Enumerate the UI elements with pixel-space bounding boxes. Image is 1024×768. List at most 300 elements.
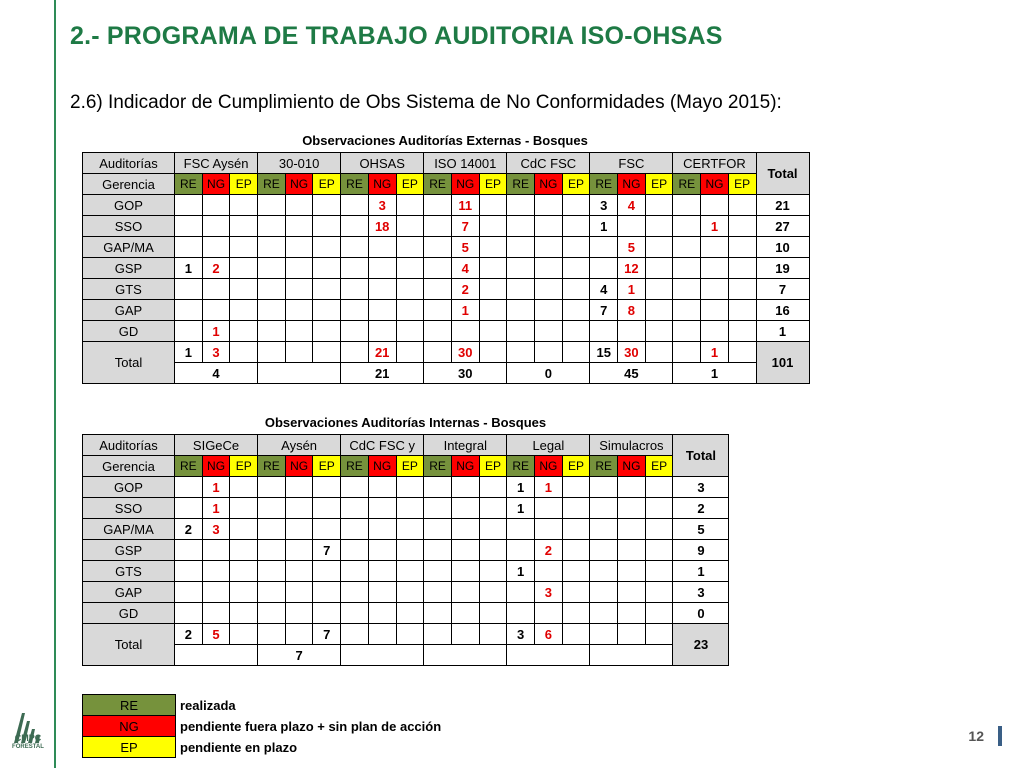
cell-ng xyxy=(535,216,563,237)
cell-ng xyxy=(451,519,479,540)
cell-ng: 11 xyxy=(451,195,479,216)
total-cell-re xyxy=(590,624,618,645)
cell-ng xyxy=(618,582,646,603)
cell-ng xyxy=(285,477,313,498)
total-cell-ng xyxy=(535,342,563,363)
group-total: 1 xyxy=(673,363,756,384)
cell-ng: 18 xyxy=(368,216,396,237)
cell-re xyxy=(175,477,203,498)
table-row xyxy=(83,561,729,582)
legend-text-ng: pendiente fuera plazo + sin plan de acción xyxy=(180,718,442,734)
cell-ng xyxy=(202,195,230,216)
table-row xyxy=(83,300,810,321)
cell-ep xyxy=(479,498,507,519)
cell-ng: 1 xyxy=(618,279,646,300)
group-header: OHSAS xyxy=(341,153,424,174)
cell-ng xyxy=(368,519,396,540)
cell-re xyxy=(258,519,286,540)
cell-re: 1 xyxy=(507,561,535,582)
cell-ep xyxy=(396,519,424,540)
cell-ep xyxy=(728,279,756,300)
sub-header-ep: EP xyxy=(230,174,258,195)
cell-re xyxy=(673,258,701,279)
cell-ep xyxy=(313,237,341,258)
group-totals-row xyxy=(83,363,810,384)
cell-ep xyxy=(313,216,341,237)
cell-ng xyxy=(451,561,479,582)
total-cell-ng xyxy=(285,342,313,363)
sub-header-ng: NG xyxy=(535,174,563,195)
cell-re xyxy=(341,279,369,300)
cell-re xyxy=(590,561,618,582)
cell-ng: 2 xyxy=(202,258,230,279)
cell-re xyxy=(258,540,286,561)
cell-re xyxy=(507,582,535,603)
cell-re: 1 xyxy=(507,498,535,519)
row-label: GD xyxy=(83,603,175,624)
table-row xyxy=(83,540,729,561)
cell-ep xyxy=(479,603,507,624)
cell-re xyxy=(341,582,369,603)
cell-re xyxy=(175,540,203,561)
cell-ng xyxy=(202,540,230,561)
cell-re xyxy=(507,540,535,561)
cell-ng xyxy=(368,279,396,300)
cell-ng xyxy=(285,279,313,300)
total-cell-ep xyxy=(479,342,507,363)
cell-ng: 12 xyxy=(618,258,646,279)
group-total xyxy=(341,645,424,666)
cell-re xyxy=(341,498,369,519)
cell-re xyxy=(341,237,369,258)
cell-ep xyxy=(396,195,424,216)
cell-re xyxy=(673,195,701,216)
cell-ep xyxy=(479,321,507,342)
corner-auditorias: Auditorías xyxy=(83,153,175,174)
cell-ep xyxy=(313,477,341,498)
total-cell-re xyxy=(341,342,369,363)
cell-ng: 3 xyxy=(202,519,230,540)
cell-re: 2 xyxy=(175,519,203,540)
cell-ng xyxy=(535,519,563,540)
group-header: FSC xyxy=(590,153,673,174)
cell-ep xyxy=(230,279,258,300)
cell-re: 1 xyxy=(590,216,618,237)
total-cell-ep xyxy=(479,624,507,645)
cell-ng xyxy=(285,237,313,258)
cell-ep xyxy=(645,258,673,279)
cell-ep xyxy=(230,195,258,216)
cell-re xyxy=(673,321,701,342)
cell-ng xyxy=(451,321,479,342)
table-row xyxy=(83,519,729,540)
total-cell-ep: 7 xyxy=(313,624,341,645)
cell-ng xyxy=(535,561,563,582)
cell-ep: 7 xyxy=(313,540,341,561)
row-label: SSO xyxy=(83,498,175,519)
cell-re xyxy=(424,321,452,342)
cell-ep xyxy=(562,321,590,342)
total-cell-ep xyxy=(728,342,756,363)
legend-text-ep: pendiente en plazo xyxy=(180,739,298,755)
slide-title: 2.- PROGRAMA DE TRABAJO AUDITORIA ISO-OHSAS xyxy=(70,22,723,50)
row-total: 7 xyxy=(756,279,809,300)
row-total: 1 xyxy=(756,321,809,342)
cell-re xyxy=(590,321,618,342)
row-total: 16 xyxy=(756,300,809,321)
cell-ep xyxy=(313,561,341,582)
cell-ng xyxy=(285,603,313,624)
cell-ep xyxy=(313,498,341,519)
cell-ng xyxy=(202,582,230,603)
sub-header-re: RE xyxy=(175,174,203,195)
cell-ng xyxy=(701,258,729,279)
total-cell-re xyxy=(258,342,286,363)
logo-text xyxy=(6,734,50,752)
total-header: Total xyxy=(673,435,729,477)
cell-re xyxy=(258,300,286,321)
cell-re xyxy=(424,540,452,561)
row-total: 9 xyxy=(673,540,729,561)
cell-ep xyxy=(728,237,756,258)
total-cell-ep xyxy=(645,624,673,645)
sub-header-re: RE xyxy=(424,456,452,477)
table-row xyxy=(83,237,810,258)
group-header: CdC FSC xyxy=(507,153,590,174)
cell-ng xyxy=(535,300,563,321)
cell-ng xyxy=(368,498,396,519)
cell-ng xyxy=(451,477,479,498)
cell-ep xyxy=(645,582,673,603)
sub-header-re: RE xyxy=(673,174,701,195)
sub-header-ep: EP xyxy=(396,456,424,477)
cell-re: 1 xyxy=(507,477,535,498)
cell-ep xyxy=(562,279,590,300)
table-row xyxy=(83,258,810,279)
cell-re xyxy=(175,603,203,624)
internal-table-caption: Observaciones Auditorías Internas - Bosques xyxy=(264,415,547,430)
external-audits-table xyxy=(82,152,810,384)
cell-re xyxy=(590,603,618,624)
cell-re xyxy=(175,321,203,342)
grand-total: 101 xyxy=(756,342,809,384)
cell-ep xyxy=(728,216,756,237)
row-label: SSO xyxy=(83,216,175,237)
cell-ng xyxy=(368,321,396,342)
cell-ng xyxy=(451,540,479,561)
total-cell-ep xyxy=(396,342,424,363)
cell-re xyxy=(424,300,452,321)
cell-ep xyxy=(396,321,424,342)
cell-re xyxy=(590,477,618,498)
cell-re xyxy=(424,582,452,603)
cell-ep xyxy=(396,279,424,300)
row-total: 19 xyxy=(756,258,809,279)
total-cell-ep xyxy=(562,624,590,645)
cell-ep xyxy=(230,582,258,603)
legend-text-re: realizada xyxy=(180,697,236,713)
cell-re xyxy=(507,216,535,237)
group-header: Legal xyxy=(507,435,590,456)
total-cell-ng xyxy=(368,624,396,645)
cell-re xyxy=(424,498,452,519)
cell-ep xyxy=(479,237,507,258)
row-total: 2 xyxy=(673,498,729,519)
cell-re xyxy=(673,237,701,258)
group-header: ISO 14001 xyxy=(424,153,507,174)
cell-ep xyxy=(396,300,424,321)
cell-ep xyxy=(396,258,424,279)
group-total: 45 xyxy=(590,363,673,384)
row-label: GAP/MA xyxy=(83,237,175,258)
total-cell-ng xyxy=(285,624,313,645)
row-label: GSP xyxy=(83,540,175,561)
cell-ep xyxy=(562,477,590,498)
cell-re: 3 xyxy=(590,195,618,216)
cell-ng xyxy=(535,498,563,519)
cell-ng: 1 xyxy=(535,477,563,498)
sub-header-ep: EP xyxy=(562,456,590,477)
group-total: 7 xyxy=(258,645,341,666)
sub-header-ep: EP xyxy=(645,174,673,195)
corner-gerencia: Gerencia xyxy=(83,456,175,477)
cell-ep xyxy=(645,321,673,342)
cell-ep xyxy=(479,300,507,321)
total-cell-ng: 6 xyxy=(535,624,563,645)
sub-header-ng: NG xyxy=(451,174,479,195)
cell-re xyxy=(424,258,452,279)
cell-re xyxy=(507,279,535,300)
group-total: 21 xyxy=(341,363,424,384)
cell-re xyxy=(341,258,369,279)
cell-ng: 4 xyxy=(618,195,646,216)
totals-row xyxy=(83,624,729,645)
cell-ep xyxy=(728,195,756,216)
cell-ng: 5 xyxy=(618,237,646,258)
cell-re xyxy=(507,603,535,624)
cell-ep xyxy=(479,582,507,603)
cell-re xyxy=(175,582,203,603)
total-cell-ng: 1 xyxy=(701,342,729,363)
left-accent-line xyxy=(54,0,56,768)
cell-ng xyxy=(285,519,313,540)
cell-ep xyxy=(645,195,673,216)
cell-ep xyxy=(645,498,673,519)
cell-re xyxy=(341,321,369,342)
cell-ng xyxy=(202,603,230,624)
cell-ng xyxy=(535,603,563,624)
cell-re xyxy=(424,195,452,216)
cell-ng xyxy=(618,519,646,540)
group-total xyxy=(258,363,341,384)
sub-header-ep: EP xyxy=(728,174,756,195)
cell-re xyxy=(341,603,369,624)
cell-ng xyxy=(618,321,646,342)
total-cell-ng: 30 xyxy=(618,342,646,363)
table-row xyxy=(83,477,729,498)
cell-ng: 1 xyxy=(202,498,230,519)
cell-re xyxy=(507,519,535,540)
cell-ep xyxy=(645,279,673,300)
sub-header-re: RE xyxy=(258,456,286,477)
slide-subtitle: 2.6) Indicador de Cumplimiento de Obs Sistema de No Conformidades (Mayo 2015): xyxy=(70,92,782,113)
cell-re xyxy=(341,540,369,561)
total-cell-ng xyxy=(618,624,646,645)
group-total xyxy=(590,645,673,666)
cell-ep xyxy=(645,237,673,258)
cell-ep xyxy=(645,300,673,321)
cell-re xyxy=(424,603,452,624)
header-row-subs xyxy=(83,456,729,477)
cell-ep xyxy=(562,498,590,519)
cell-ep xyxy=(562,216,590,237)
row-label: GAP xyxy=(83,582,175,603)
cell-ng xyxy=(285,216,313,237)
cell-ng xyxy=(618,216,646,237)
cell-re xyxy=(175,498,203,519)
cell-re xyxy=(341,561,369,582)
totals-label: Total xyxy=(83,624,175,666)
cell-re xyxy=(258,603,286,624)
cell-re xyxy=(590,237,618,258)
legend-swatch-ep: EP xyxy=(83,737,176,758)
cell-ep xyxy=(645,540,673,561)
cell-ep xyxy=(230,237,258,258)
table-row xyxy=(83,195,810,216)
cell-re xyxy=(424,477,452,498)
cell-ng xyxy=(285,498,313,519)
corner-auditorias: Auditorías xyxy=(83,435,175,456)
cell-ep xyxy=(230,540,258,561)
cell-ng xyxy=(368,300,396,321)
cell-ng: 5 xyxy=(451,237,479,258)
row-total: 3 xyxy=(673,477,729,498)
cell-ep xyxy=(313,603,341,624)
sub-header-ng: NG xyxy=(202,456,230,477)
sub-header-ep: EP xyxy=(479,174,507,195)
cell-ng xyxy=(202,237,230,258)
legend-swatch-ng: NG xyxy=(83,716,176,737)
cell-ep xyxy=(562,195,590,216)
cell-re xyxy=(258,216,286,237)
cell-ng xyxy=(451,582,479,603)
row-label: GAP/MA xyxy=(83,519,175,540)
cell-ep xyxy=(479,195,507,216)
totals-label: Total xyxy=(83,342,175,384)
totals-row xyxy=(83,342,810,363)
group-total: 4 xyxy=(175,363,258,384)
cell-re xyxy=(258,279,286,300)
group-header: Integral xyxy=(424,435,507,456)
row-total: 10 xyxy=(756,237,809,258)
cell-ep xyxy=(562,561,590,582)
cell-ep xyxy=(230,498,258,519)
sub-header-ng: NG xyxy=(368,456,396,477)
cell-re xyxy=(258,561,286,582)
cell-ep xyxy=(562,540,590,561)
group-total xyxy=(424,645,507,666)
cell-ng xyxy=(535,279,563,300)
cell-ep xyxy=(728,258,756,279)
cell-re xyxy=(258,321,286,342)
total-cell-ep xyxy=(645,342,673,363)
cell-ep xyxy=(728,321,756,342)
row-label: GOP xyxy=(83,477,175,498)
cell-re xyxy=(424,216,452,237)
cell-re xyxy=(175,237,203,258)
row-label: GSP xyxy=(83,258,175,279)
cell-ng xyxy=(285,258,313,279)
page-number: 12 xyxy=(968,728,984,744)
cell-ep xyxy=(645,519,673,540)
cell-ep xyxy=(396,561,424,582)
cell-ep xyxy=(479,477,507,498)
sub-header-re: RE xyxy=(258,174,286,195)
logo-sub: FORESTAL xyxy=(12,744,44,750)
cell-re xyxy=(175,216,203,237)
legend-item-re xyxy=(83,695,442,716)
sub-header-re: RE xyxy=(590,456,618,477)
cell-re xyxy=(175,300,203,321)
cell-re: 7 xyxy=(590,300,618,321)
cell-re xyxy=(175,195,203,216)
cell-ng xyxy=(368,561,396,582)
cell-ng xyxy=(618,561,646,582)
total-cell-ng: 21 xyxy=(368,342,396,363)
total-cell-re: 15 xyxy=(590,342,618,363)
cell-re: 1 xyxy=(175,258,203,279)
total-cell-re: 2 xyxy=(175,624,203,645)
cell-ng xyxy=(368,540,396,561)
row-total: 1 xyxy=(673,561,729,582)
legend xyxy=(82,694,442,758)
cell-ng xyxy=(368,603,396,624)
cell-ep xyxy=(479,279,507,300)
cell-re xyxy=(175,279,203,300)
row-total: 27 xyxy=(756,216,809,237)
sub-header-ep: EP xyxy=(396,174,424,195)
cell-ng xyxy=(368,582,396,603)
cell-ep xyxy=(645,477,673,498)
row-total: 3 xyxy=(673,582,729,603)
cell-ng xyxy=(368,258,396,279)
group-total xyxy=(507,645,590,666)
cell-re xyxy=(175,561,203,582)
cell-ng: 7 xyxy=(451,216,479,237)
cell-ep xyxy=(645,561,673,582)
total-cell-ep xyxy=(230,342,258,363)
cell-ng xyxy=(451,603,479,624)
cell-ep xyxy=(479,561,507,582)
table-row xyxy=(83,603,729,624)
cell-re xyxy=(424,279,452,300)
sub-header-ng: NG xyxy=(618,456,646,477)
cell-ep xyxy=(230,300,258,321)
cell-ng xyxy=(285,321,313,342)
total-cell-ep xyxy=(562,342,590,363)
cell-re xyxy=(341,300,369,321)
cell-re xyxy=(341,195,369,216)
cell-ep xyxy=(230,561,258,582)
cell-ng xyxy=(285,300,313,321)
cell-ng: 4 xyxy=(451,258,479,279)
total-cell-ng: 30 xyxy=(451,342,479,363)
cell-ep xyxy=(396,237,424,258)
row-label: GOP xyxy=(83,195,175,216)
group-header: SIGeCe xyxy=(175,435,258,456)
cell-re xyxy=(424,519,452,540)
legend-swatch-re: RE xyxy=(83,695,176,716)
